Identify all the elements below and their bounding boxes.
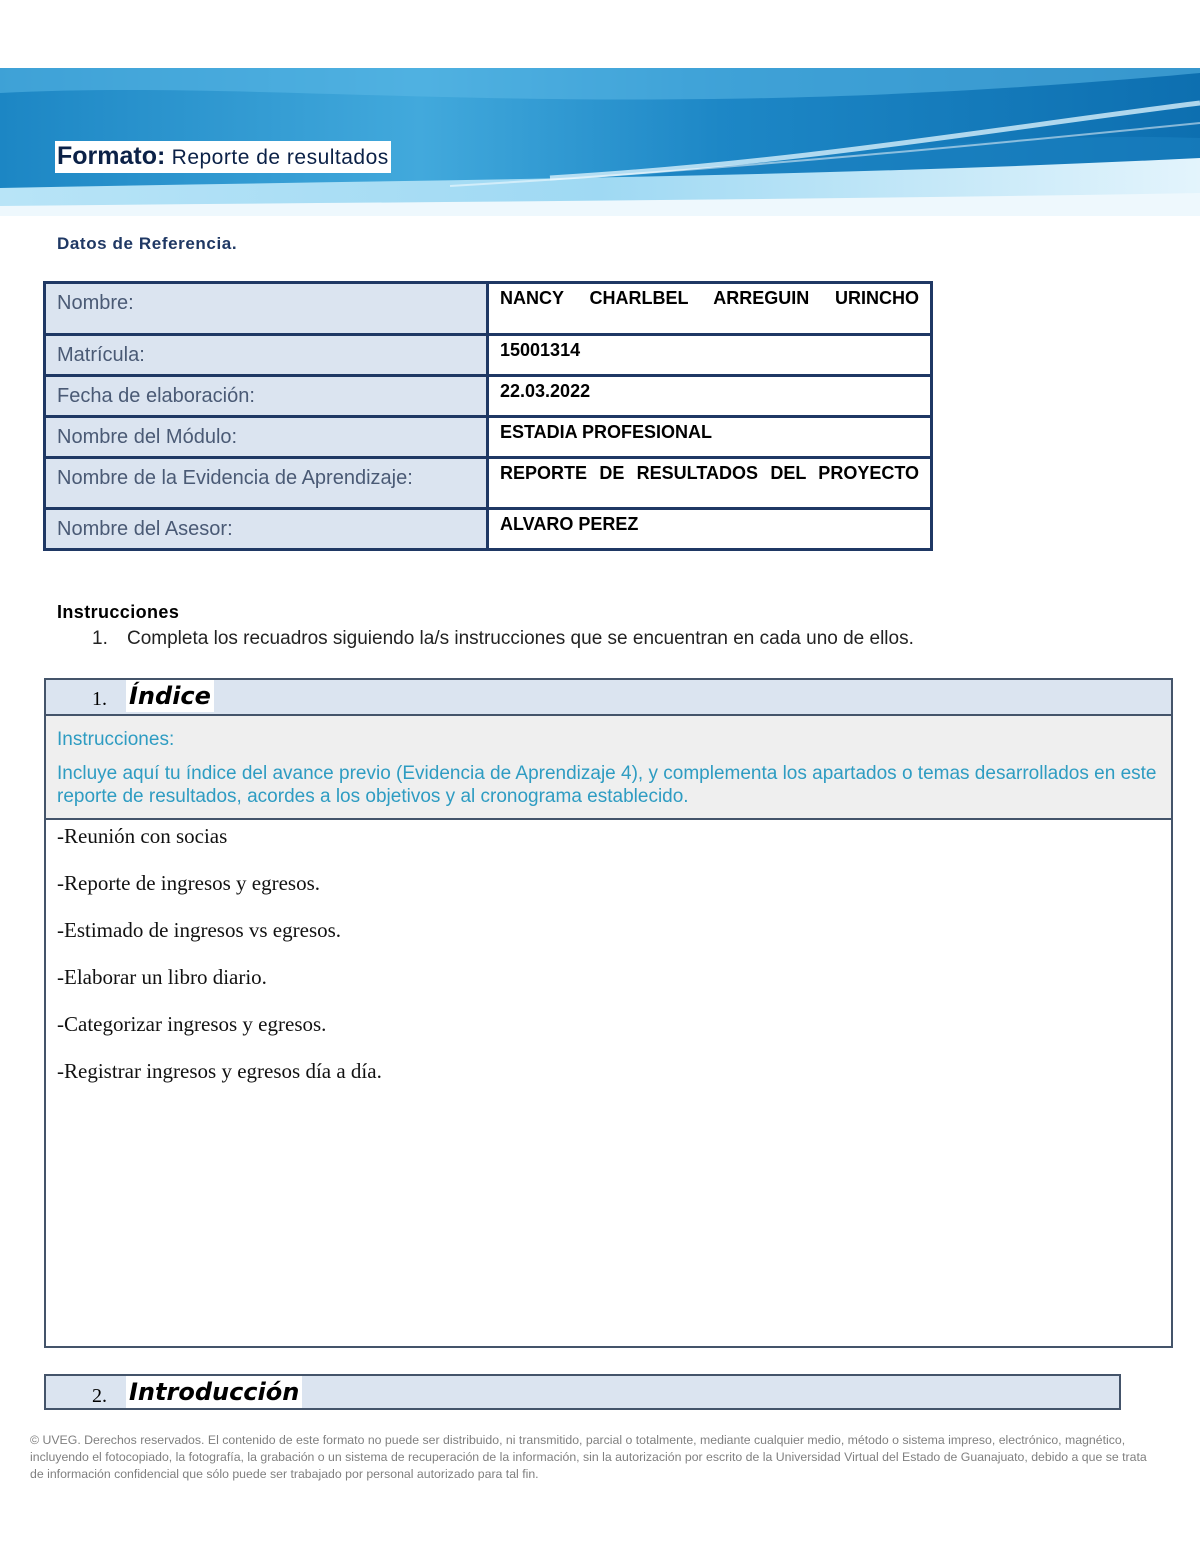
table-row bbox=[45, 509, 932, 550]
list-item: -Registrar ingresos y egresos día a día. bbox=[57, 1059, 382, 1083]
row-label: Matrícula: bbox=[45, 335, 488, 376]
list-item: -Reunión con socias bbox=[57, 824, 228, 848]
row-value: ESTADIA PROFESIONAL bbox=[488, 417, 932, 458]
table-row bbox=[45, 458, 932, 509]
item-text: Completa los recuadros siguiendo la/s instrucciones que se encuentran en cada uno de ellos. bbox=[127, 628, 914, 649]
list-item: -Reporte de ingresos y egresos. bbox=[57, 871, 321, 895]
instructions-label: Instrucciones: bbox=[57, 729, 175, 750]
reference-heading: Datos de Referencia. bbox=[57, 234, 238, 253]
row-value: REPORTE DE RESULTADOS DEL PROYECTO bbox=[488, 458, 932, 509]
row-value: 15001314 bbox=[488, 335, 932, 376]
row-label: Fecha de elaboración: bbox=[45, 376, 488, 417]
row-value: NANCY CHARLBEL ARREGUIN URINCHO bbox=[488, 283, 932, 335]
section-number: 2. bbox=[92, 1385, 107, 1407]
table-row bbox=[45, 376, 932, 417]
title-prefix: Formato: bbox=[57, 142, 166, 170]
instructions-item bbox=[92, 628, 914, 650]
table-row bbox=[45, 417, 932, 458]
section-title: Índice bbox=[126, 680, 214, 712]
section-title: Introducción bbox=[126, 1376, 302, 1408]
list-item: -Categorizar ingresos y egresos. bbox=[57, 1012, 327, 1036]
table-row bbox=[45, 335, 932, 376]
copyright-footer: © UVEG. Derechos reservados. El contenido de este formato no puede ser distribuido, ni transmitido, parcial o totalmente, mediante cualquier medio, método o sistema impreso, electrónico, magnético, incluyendo el fotocopiado, la fotografía, la grabación o un sistema de recuperación de la información, sin la autorización por escrito de la Universidad Virtual del Estado de Guanajuato, debido a que se trata de información confidencial que sólo puede ser trabajado por personal autorizado para tal fin. bbox=[30, 1433, 1147, 1481]
page-title bbox=[55, 141, 391, 173]
section-header bbox=[46, 680, 1171, 716]
row-value: 22.03.2022 bbox=[488, 376, 932, 417]
row-label: Nombre del Módulo: bbox=[45, 417, 488, 458]
section-instructions bbox=[46, 716, 1171, 820]
index-section bbox=[44, 678, 1173, 1348]
row-label: Nombre del Asesor: bbox=[45, 509, 488, 550]
list-item: -Elaborar un libro diario. bbox=[57, 965, 267, 989]
instructions-text: Incluye aquí tu índice del avance previo (Evidencia de Aprendizaje 4), y complementa los apartados o temas desarrollados en este reporte de resultados, acordes a los objetivos y al cronograma establecido. bbox=[57, 763, 1157, 807]
row-label: Nombre de la Evidencia de Aprendizaje: bbox=[45, 458, 488, 509]
title-text: Reporte de resultados bbox=[165, 146, 389, 169]
index-list bbox=[46, 820, 1171, 1110]
row-label: Nombre: bbox=[45, 283, 488, 335]
introduction-section bbox=[44, 1374, 1121, 1410]
item-number: 1. bbox=[92, 628, 108, 649]
instructions-heading: Instrucciones bbox=[57, 602, 180, 622]
section-number: 1. bbox=[92, 688, 107, 710]
row-value: ALVARO PEREZ bbox=[488, 509, 932, 550]
reference-table bbox=[43, 281, 933, 551]
table-row bbox=[45, 283, 932, 335]
list-item: -Estimado de ingresos vs egresos. bbox=[57, 918, 342, 942]
